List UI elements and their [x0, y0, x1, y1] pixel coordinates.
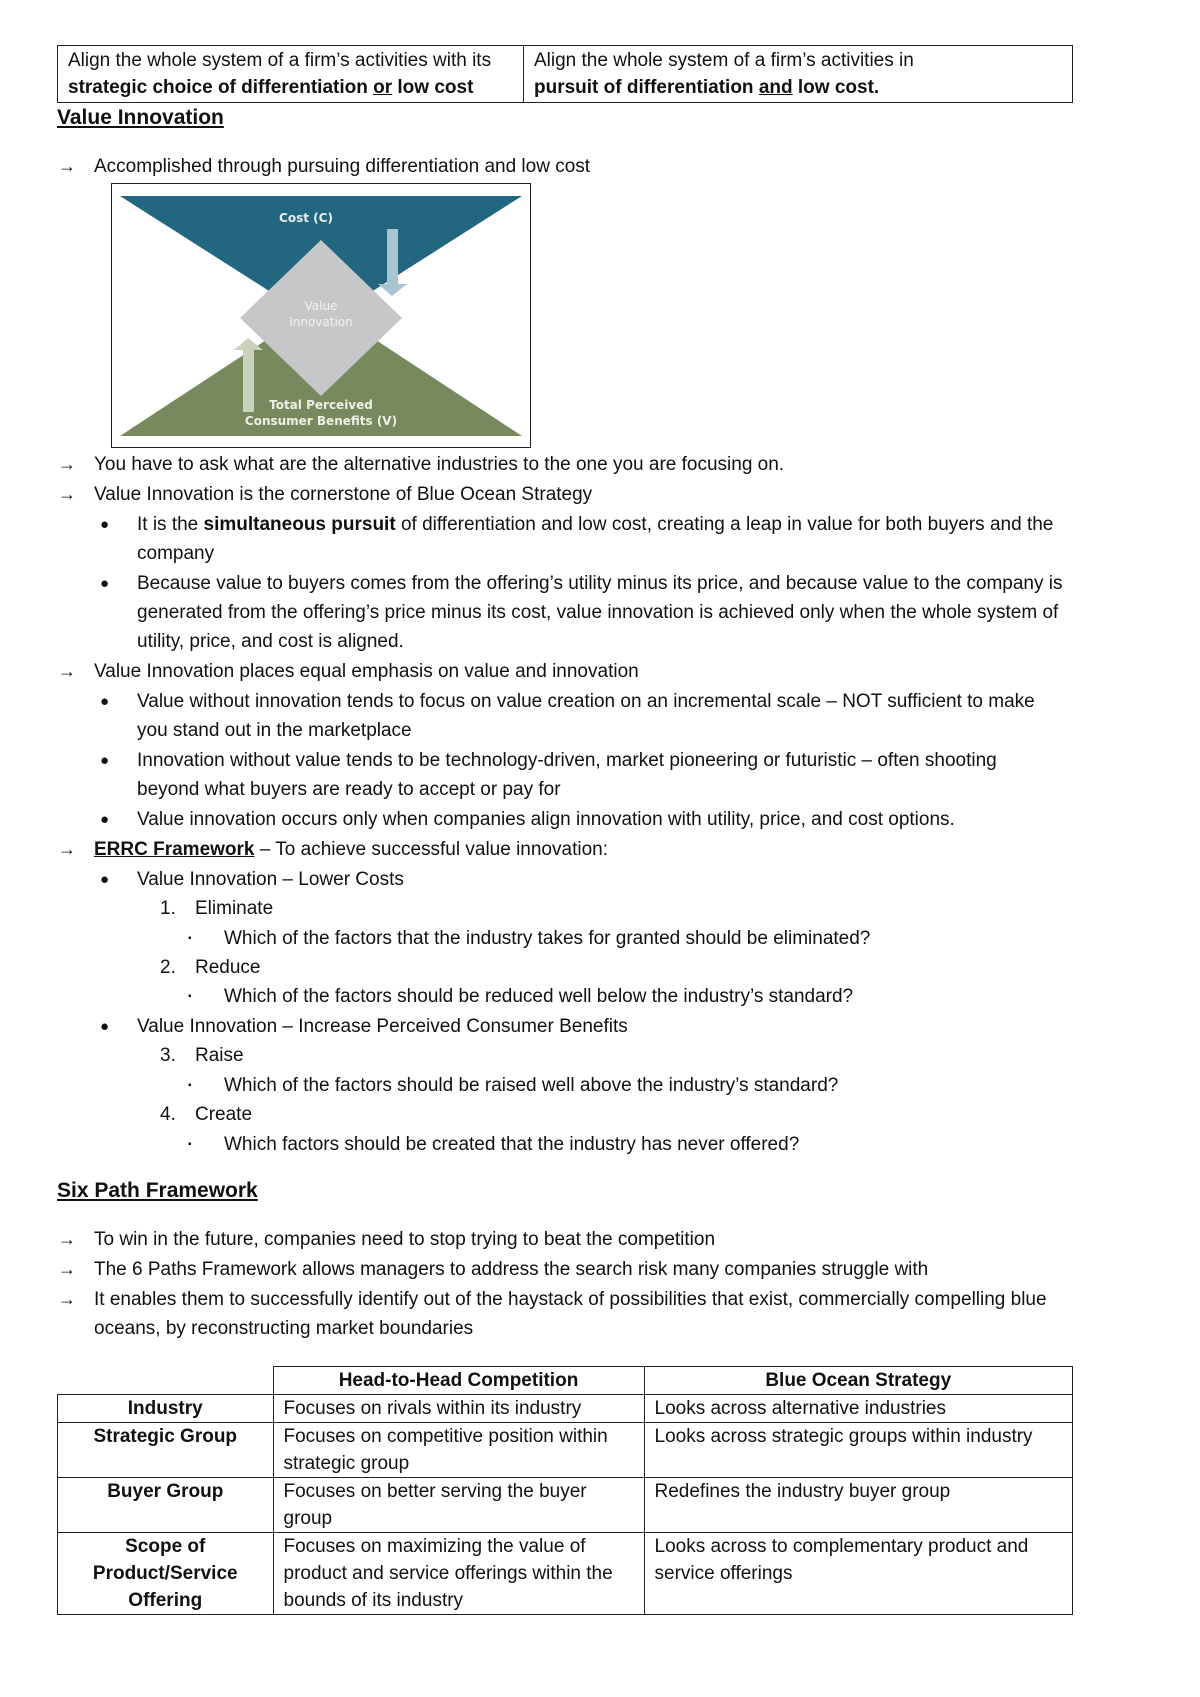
bullet-icon: ● [100, 1018, 110, 1035]
row-header: Industry [58, 1395, 274, 1423]
table-corner-cell [58, 1367, 274, 1395]
table-row [58, 1395, 1073, 1423]
bullet-icon: ● [100, 811, 110, 828]
comparison-left-bold: strategic choice of differentiation or low cost [68, 77, 474, 98]
column-header-blue-ocean: Blue Ocean Strategy [644, 1367, 1073, 1395]
bullet-text: It is the simultaneous pursuit of differentiation and low cost, creating a leap in value for both buyers and the [137, 514, 1054, 535]
bullet-text: Value Innovation – Increase Perceived Consumer Benefits [137, 1016, 628, 1037]
arrow-item-text: Accomplished through pursuing differentiation and low cost [94, 156, 591, 177]
comparison-table [57, 45, 1073, 103]
square-bullet-icon: ▪ [188, 1080, 192, 1091]
errc-framework-title: ERRC Framework [94, 839, 255, 860]
errc-reduce-question: Which of the factors should be reduced well below the industry’s standard? [224, 986, 854, 1007]
six-path-table [57, 1366, 1073, 1615]
table-cell: Looks across to complementary product and service offerings [644, 1533, 1073, 1615]
errc-create: Create [195, 1104, 253, 1125]
arrow-item-text: To win in the future, companies need to stop trying to beat the competition [94, 1229, 716, 1250]
table-row [58, 1423, 1073, 1478]
table-cell: Focuses on better serving the buyer group [273, 1478, 644, 1533]
comparison-right-bold: pursuit of differentiation and low cost. [534, 77, 880, 98]
bullet-text-continued: beyond what buyers are ready to accept or pay for [137, 779, 561, 800]
bullet-text: Value Innovation – Lower Costs [137, 869, 404, 890]
cost-arrow-shaft [387, 229, 398, 284]
table-cell: Focuses on rivals within its industry [273, 1395, 644, 1423]
arrow-item-text: It enables them to successfully identify out of the haystack of possibilities that exist, commercially compelling blue [94, 1289, 1047, 1310]
bullet-icon: ● [100, 871, 110, 888]
list-number: 1. [160, 898, 176, 919]
bullet-icon: ● [100, 693, 110, 710]
list-number: 2. [160, 957, 176, 978]
arrow-icon: → [58, 661, 76, 681]
benefit-label-line2: Consumer Benefits (V) [244, 414, 398, 428]
bullet-text: Innovation without value tends to be technology-driven, market pioneering or futuristic – often shooting [137, 750, 997, 771]
comparison-cell-left [58, 46, 524, 103]
comparison-cell-right [524, 46, 1073, 103]
bullet-icon: ● [100, 575, 110, 592]
square-bullet-icon: ▪ [188, 991, 192, 1002]
column-header-head-to-head: Head-to-Head Competition [273, 1367, 644, 1395]
section-heading-value-innovation: Value Innovation [57, 106, 224, 129]
cost-label: Cost (C) [279, 211, 333, 225]
arrow-icon: → [58, 454, 76, 474]
arrow-item-text: Value Innovation is the cornerstone of Blue Ocean Strategy [94, 484, 593, 505]
arrow-item-text: The 6 Paths Framework allows managers to address the search risk many companies struggle with [94, 1259, 929, 1280]
errc-eliminate-question: Which of the factors that the industry takes for granted should be eliminated? [224, 928, 871, 949]
bullet-text: Value innovation occurs only when companies align innovation with utility, price, and cost options. [137, 809, 955, 830]
arrow-icon: → [58, 156, 76, 176]
row-header: Scope of Product/Service Offering [58, 1533, 274, 1615]
errc-raise: Raise [195, 1045, 244, 1066]
table-cell: Looks across alternative industries [644, 1395, 1073, 1423]
square-bullet-icon: ▪ [188, 1139, 192, 1150]
section-heading-six-path: Six Path Framework [57, 1179, 258, 1202]
benefit-arrow-shaft [243, 350, 254, 412]
bullet-text-continued: utility, price, and cost is aligned. [137, 631, 404, 652]
bullet-text-continued: generated from the offering’s price minus its cost, value innovation is achieved only when the whole system of [137, 602, 1059, 623]
errc-line: ERRC Framework – To achieve successful value innovation: [94, 839, 608, 860]
table-cell: Looks across strategic groups within industry [644, 1423, 1073, 1478]
table-cell: Focuses on competitive position within strategic group [273, 1423, 644, 1478]
bullet-text-continued: you stand out in the marketplace [137, 720, 412, 741]
arrow-icon: → [58, 1229, 76, 1249]
square-bullet-icon: ▪ [188, 933, 192, 944]
comparison-left-text: Align the whole system of a firm’s activities with its [68, 50, 492, 71]
table-cell: Redefines the industry buyer group [644, 1478, 1073, 1533]
benefit-label-line1: Total Perceived [269, 398, 373, 412]
errc-reduce: Reduce [195, 957, 261, 978]
table-row [58, 1533, 1073, 1615]
arrow-item-text: You have to ask what are the alternative industries to the one you are focusing on. [94, 454, 785, 475]
arrow-icon: → [58, 484, 76, 504]
arrow-item-text: Value Innovation places equal emphasis on value and innovation [94, 661, 639, 682]
comparison-right-text: Align the whole system of a firm’s activities in [534, 50, 914, 71]
row-header: Buyer Group [58, 1478, 274, 1533]
benefit-up-arrow-icon [234, 338, 263, 350]
list-number: 3. [160, 1045, 176, 1066]
bullet-text: Because value to buyers comes from the offering’s utility minus its price, and because value to the company is [137, 573, 1063, 594]
center-label-line2: Innovation [289, 315, 353, 329]
table-row [58, 1478, 1073, 1533]
arrow-icon: → [58, 1289, 76, 1309]
errc-raise-question: Which of the factors should be raised well above the industry’s standard? [224, 1075, 839, 1096]
arrow-icon: → [58, 839, 76, 859]
bullet-icon: ● [100, 516, 110, 533]
list-number: 4. [160, 1104, 176, 1125]
bullet-text-continued: company [137, 543, 215, 564]
cost-down-arrow-icon [378, 284, 407, 296]
row-header: Strategic Group [58, 1423, 274, 1478]
arrow-item-text-continued: oceans, by reconstructing market boundaries [94, 1318, 474, 1339]
table-cell: Focuses on maximizing the value of product and service offerings within the bounds of its industry [273, 1533, 644, 1615]
errc-create-question: Which factors should be created that the industry has never offered? [224, 1134, 800, 1155]
errc-eliminate: Eliminate [195, 898, 274, 919]
value-innovation-diagram [111, 183, 531, 448]
value-innovation-diagram-svg [112, 184, 529, 446]
center-label-line1: Value [304, 299, 338, 313]
bullet-text: Value without innovation tends to focus on value creation on an incremental scale – NOT sufficient to make [137, 691, 1035, 712]
bullet-icon: ● [100, 752, 110, 769]
arrow-icon: → [58, 1259, 76, 1279]
